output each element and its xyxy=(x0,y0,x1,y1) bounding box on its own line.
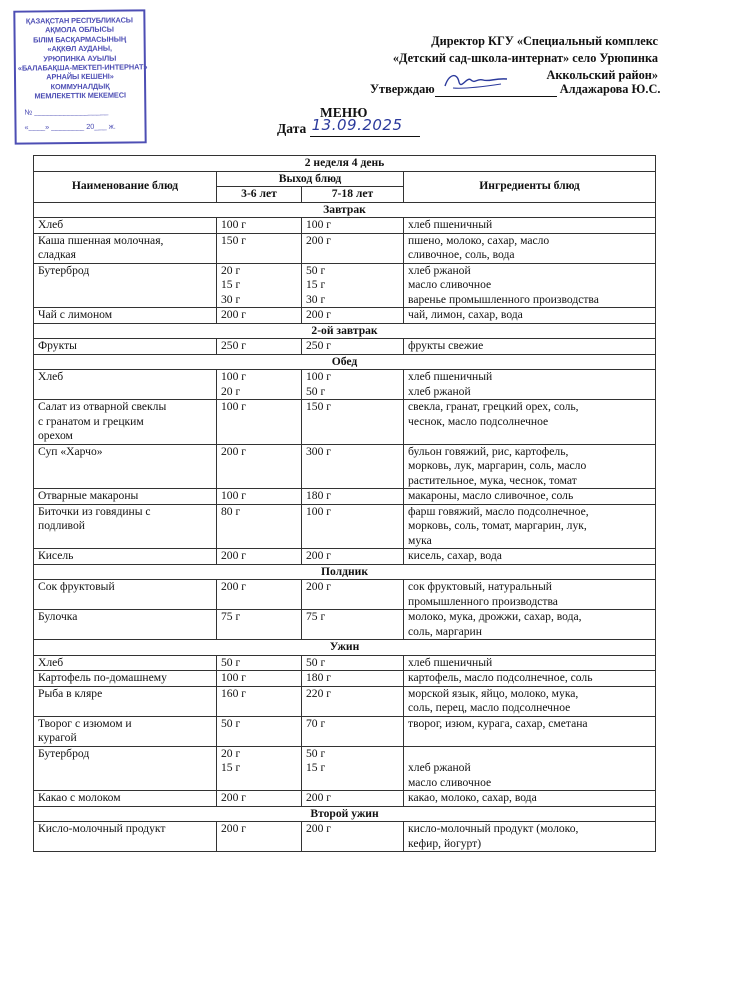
portion-3-6: 100 г xyxy=(217,489,302,505)
portion-3-6: 50 г xyxy=(217,655,302,671)
week-day-header: 2 неделя 4 день xyxy=(34,156,656,172)
table-row xyxy=(34,655,656,671)
portion-7-18: 220 г xyxy=(302,686,404,716)
stamp-line: ҚАЗАҚСТАН РЕСПУБЛИКАСЫ xyxy=(25,15,133,26)
meal-section-row xyxy=(34,323,656,339)
portion-3-6: 250 г xyxy=(217,339,302,355)
dish-name: Творог с изюмом и курагой xyxy=(34,716,217,746)
ingredients: творог, изюм, курага, сахар, сметана xyxy=(404,716,656,746)
ingredients: пшено, молоко, сахар, масло сливочное, соль, вода xyxy=(404,233,656,263)
meal-section-row xyxy=(34,806,656,822)
ingredients: сок фруктовый, натуральный промышленного производства xyxy=(404,580,656,610)
table-row xyxy=(34,610,656,640)
portion-7-18: 250 г xyxy=(302,339,404,355)
dish-name: Кисель xyxy=(34,549,217,565)
stamp-line: АҚМОЛА ОБЛЫСЫ xyxy=(45,25,114,35)
date-label: Дата xyxy=(277,121,307,136)
stamp-date-line: «____» ________ 20___ ж. xyxy=(24,121,116,132)
portion-3-6: 20 г 15 г xyxy=(217,746,302,791)
table-row xyxy=(34,791,656,807)
dish-name: Бутерброд xyxy=(34,746,217,791)
stamp-line: АРНАЙЫ КЕШЕНІ» xyxy=(46,72,114,82)
date-row xyxy=(277,116,420,137)
official-stamp xyxy=(13,9,146,144)
dish-name: Хлеб xyxy=(34,218,217,234)
table-row xyxy=(34,671,656,687)
signature-line xyxy=(435,82,557,97)
ingredients: хлеб пшеничный хлеб ржаной xyxy=(404,370,656,400)
portion-3-6: 200 г xyxy=(217,822,302,852)
meal-section-title: Завтрак xyxy=(34,202,656,218)
table-row xyxy=(34,400,656,445)
table-row xyxy=(34,504,656,549)
portion-3-6: 160 г xyxy=(217,686,302,716)
approval-signature-row xyxy=(370,82,660,97)
portion-7-18: 180 г xyxy=(302,489,404,505)
header-line: Директор КГУ «Специальный комплекс xyxy=(431,34,658,48)
table-row xyxy=(34,308,656,324)
stamp-line: МЕМЛЕКЕТТІК МЕКЕМЕСІ xyxy=(34,90,126,101)
portion-7-18: 200 г xyxy=(302,308,404,324)
portion-7-18: 75 г xyxy=(302,610,404,640)
dish-name: Салат из отварной свеклы с гранатом и грецким орехом xyxy=(34,400,217,445)
meal-section-row xyxy=(34,354,656,370)
stamp-line: «АҚКӨЛ АУДАНЫ, xyxy=(47,43,113,54)
portion-3-6: 100 г xyxy=(217,218,302,234)
column-header-row xyxy=(34,171,656,187)
portion-7-18: 200 г xyxy=(302,549,404,565)
portion-3-6: 200 г xyxy=(217,308,302,324)
dish-name: Хлеб xyxy=(34,655,217,671)
page-title: МЕНЮ xyxy=(320,105,368,120)
dish-name: Сок фруктовый xyxy=(34,580,217,610)
dish-name: Каша пшенная молочная, сладкая xyxy=(34,233,217,263)
portion-7-18: 200 г xyxy=(302,580,404,610)
header-line: Аккольский район» xyxy=(546,68,658,82)
ingredients: кисло-молочный продукт (молоко, кефир, йогурт) xyxy=(404,822,656,852)
portion-3-6: 200 г xyxy=(217,791,302,807)
age-7-18-header: 7-18 лет xyxy=(302,187,404,203)
dish-name: Чай с лимоном xyxy=(34,308,217,324)
portion-3-6: 200 г xyxy=(217,580,302,610)
dish-name: Хлеб xyxy=(34,370,217,400)
portion-7-18: 200 г xyxy=(302,822,404,852)
table-row xyxy=(34,489,656,505)
portion-3-6: 20 г 15 г 30 г xyxy=(217,263,302,308)
dish-name: Отварные макароны xyxy=(34,489,217,505)
meal-section-row xyxy=(34,564,656,580)
meal-section-title: Полдник xyxy=(34,564,656,580)
dish-name: Кисло-молочный продукт xyxy=(34,822,217,852)
portion-7-18: 50 г xyxy=(302,655,404,671)
portion-7-18: 100 г xyxy=(302,504,404,549)
stamp-line: КОММУНАЛДЫҚ xyxy=(50,81,110,92)
portion-3-6: 200 г xyxy=(217,444,302,489)
table-row xyxy=(34,444,656,489)
ingredients: картофель, масло подсолнечное, соль xyxy=(404,671,656,687)
table-row xyxy=(34,686,656,716)
table-row xyxy=(34,746,656,791)
portion-3-6: 75 г xyxy=(217,610,302,640)
ingredients: фарш говяжий, масло подсолнечное, морковь, соль, томат, маргарин, лук, мука xyxy=(404,504,656,549)
portion-3-6: 200 г xyxy=(217,549,302,565)
table-row xyxy=(34,233,656,263)
portion-7-18: 100 г xyxy=(302,218,404,234)
header-line: «Детский сад-школа-интернат» село Урюпинка xyxy=(392,51,658,65)
table-row xyxy=(34,716,656,746)
ingredients: хлеб пшеничный xyxy=(404,655,656,671)
portion-3-6: 100 г xyxy=(217,400,302,445)
portion-7-18: 50 г 15 г 30 г xyxy=(302,263,404,308)
menu-body xyxy=(34,202,656,852)
ingredients: молоко, мука, дрожжи, сахар, вода, соль, маргарин xyxy=(404,610,656,640)
meal-section-title: Второй ужин xyxy=(34,806,656,822)
table-row xyxy=(34,263,656,308)
approver-name: Алдажарова Ю.С. xyxy=(559,82,661,96)
menu-table xyxy=(33,155,656,852)
dish-name: Бутерброд xyxy=(34,263,217,308)
dish-name: Суп «Харчо» xyxy=(34,444,217,489)
dish-name: Фрукты xyxy=(34,339,217,355)
ingredients: чай, лимон, сахар, вода xyxy=(404,308,656,324)
meal-section-title: Обед xyxy=(34,354,656,370)
dish-name: Биточки из говядины с подливой xyxy=(34,504,217,549)
table-row xyxy=(34,339,656,355)
signature-scribble xyxy=(441,68,511,94)
output-header: Выход блюд xyxy=(217,171,404,187)
portion-7-18: 50 г 15 г xyxy=(302,746,404,791)
portion-7-18: 100 г 50 г xyxy=(302,370,404,400)
ingredients: хлеб ржаной масло сливочное варенье промышленного производства xyxy=(404,263,656,308)
meal-section-title: Ужин xyxy=(34,640,656,656)
portion-3-6: 150 г xyxy=(217,233,302,263)
approval-header xyxy=(393,33,658,84)
dish-name: Рыба в кляре xyxy=(34,686,217,716)
meal-section-row xyxy=(34,640,656,656)
handwritten-date: 13.09.2025 xyxy=(311,116,403,134)
meal-section-title: 2-ой завтрак xyxy=(34,323,656,339)
portion-7-18: 200 г xyxy=(302,233,404,263)
table-row xyxy=(34,580,656,610)
dish-name: Какао с молоком xyxy=(34,791,217,807)
ingredients-header: Ингредиенты блюд xyxy=(404,171,656,202)
table-row xyxy=(34,549,656,565)
ingredients: хлеб ржаной масло сливочное xyxy=(404,746,656,791)
week-day-header-row xyxy=(34,156,656,172)
portion-7-18: 180 г xyxy=(302,671,404,687)
table-row xyxy=(34,218,656,234)
portion-3-6: 100 г 20 г xyxy=(217,370,302,400)
dish-name-header: Наименование блюд xyxy=(34,171,217,202)
ingredients: хлеб пшеничный xyxy=(404,218,656,234)
stamp-line: «БАЛАБАҚША-МЕКТЕП-ИНТЕРНАТ» xyxy=(17,62,148,73)
ingredients: кисель, сахар, вода xyxy=(404,549,656,565)
portion-3-6: 80 г xyxy=(217,504,302,549)
dish-name: Булочка xyxy=(34,610,217,640)
ingredients: макароны, масло сливочное, соль xyxy=(404,489,656,505)
ingredients: морской язык, яйцо, молоко, мука, соль, перец, масло подсолнечное xyxy=(404,686,656,716)
stamp-line: УРЮПИНКА АУЫЛЫ xyxy=(43,53,117,64)
date-line xyxy=(310,116,420,137)
stamp-line: БІЛІМ БАСҚАРМАСЫНЫҢ xyxy=(33,34,127,45)
ingredients: бульон говяжий, рис, картофель, морковь, лук, маргарин, соль, масло растительное, мука, чеснок, томат xyxy=(404,444,656,489)
ingredients: фрукты свежие xyxy=(404,339,656,355)
portion-7-18: 150 г xyxy=(302,400,404,445)
portion-3-6: 50 г xyxy=(217,716,302,746)
ingredients: какао, молоко, сахар, вода xyxy=(404,791,656,807)
portion-3-6: 100 г xyxy=(217,671,302,687)
portion-7-18: 300 г xyxy=(302,444,404,489)
dish-name: Картофель по-домашнему xyxy=(34,671,217,687)
table-row xyxy=(34,822,656,852)
age-3-6-header: 3-6 лет xyxy=(217,187,302,203)
portion-7-18: 200 г xyxy=(302,791,404,807)
table-row xyxy=(34,370,656,400)
approve-label: Утверждаю xyxy=(370,82,435,96)
portion-7-18: 70 г xyxy=(302,716,404,746)
meal-section-row xyxy=(34,202,656,218)
stamp-number-line: № __________________ xyxy=(24,106,109,117)
ingredients: свекла, гранат, грецкий орех, соль, чеснок, масло подсолнечное xyxy=(404,400,656,445)
